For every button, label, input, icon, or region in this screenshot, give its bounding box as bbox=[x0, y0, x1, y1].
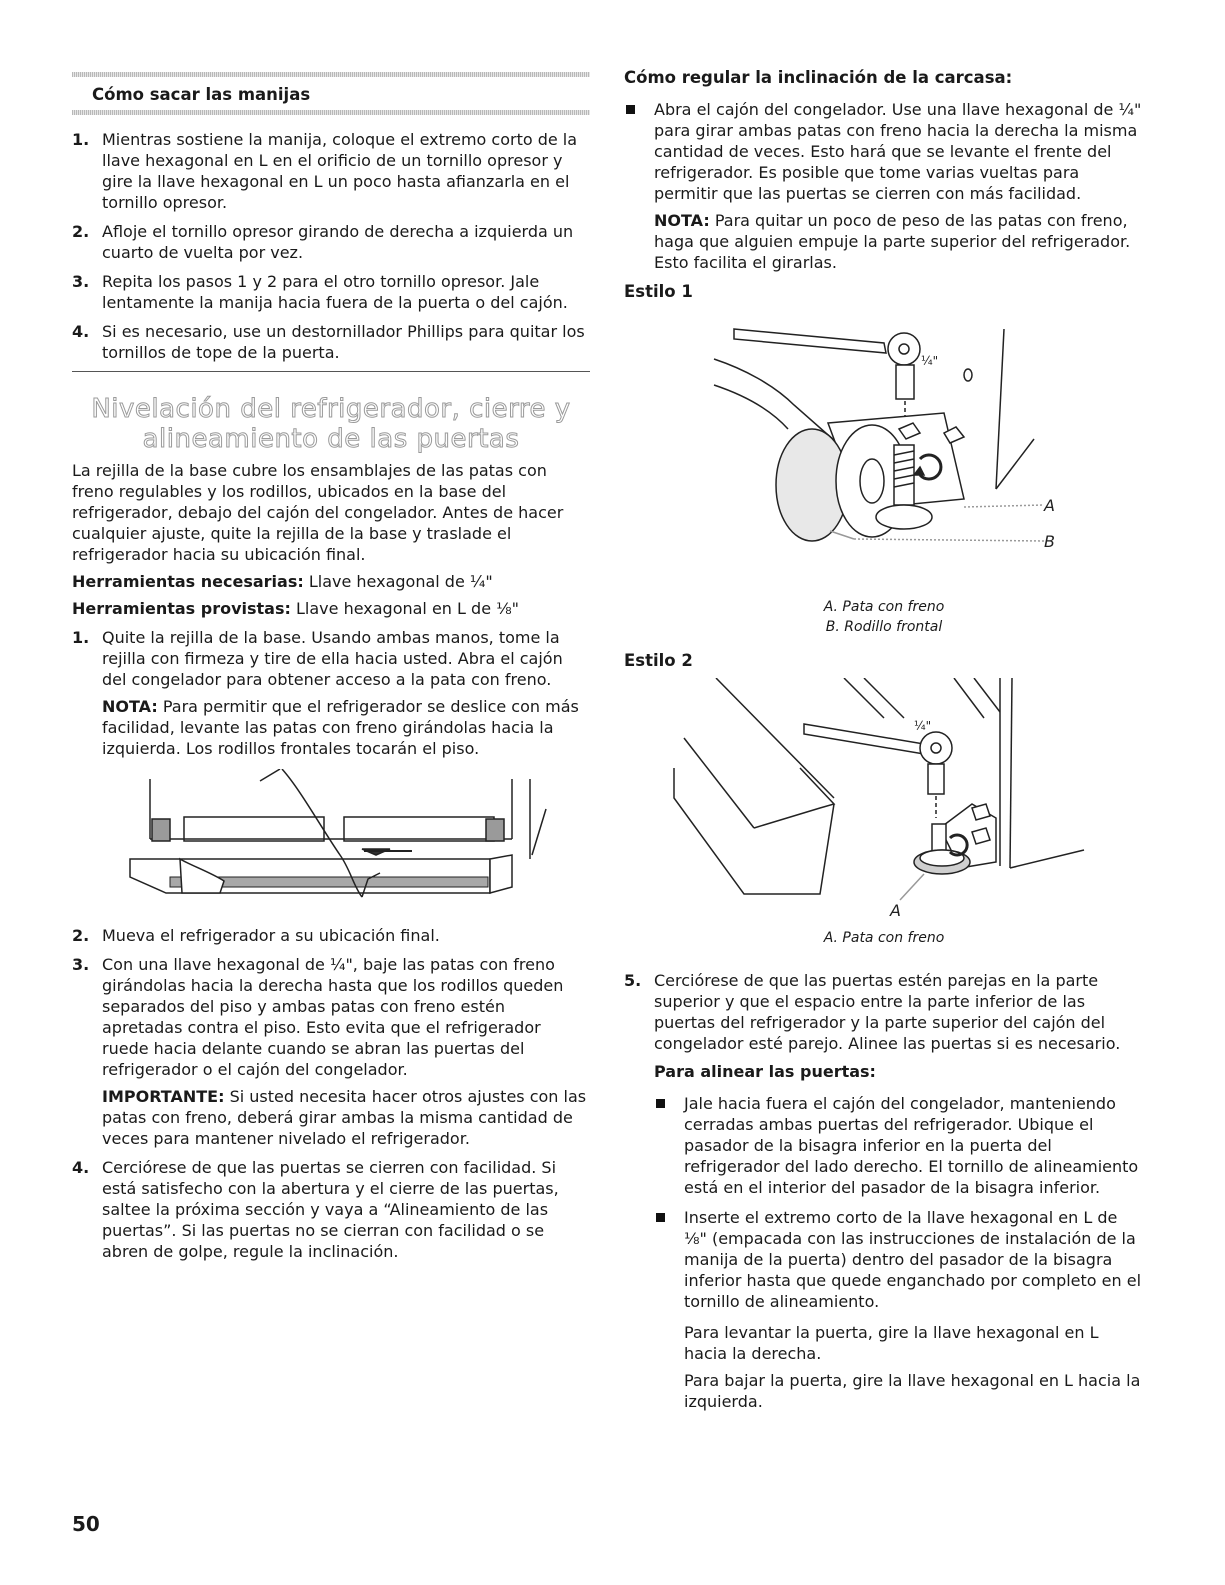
intro-paragraph: La rejilla de la base cubre los ensamblajes de las patas con freno regulables y los rodillos, ubicados en la base del refrigerador, debajo del cajón del congelador. Antes de hacer cualquier ajuste, quite la rejilla de la base y traslade el refrigerador hacia su ubicación final. bbox=[72, 461, 564, 564]
style1-label-a: A bbox=[1044, 496, 1055, 515]
dotted-rule bbox=[72, 110, 590, 115]
list-item: 3. Repita los pasos 1 y 2 para el otro tornillo opresor. Jale lentamente la manija hacia fuera de la puerta o del cajón. bbox=[72, 272, 568, 312]
heading-removing-handles: Cómo sacar las manijas bbox=[92, 85, 311, 104]
step5-list bbox=[624, 970, 1144, 1054]
page-number: 50 bbox=[72, 1512, 100, 1536]
style1-label-b: B bbox=[1044, 532, 1055, 551]
style1-label: Estilo 1 bbox=[624, 282, 693, 301]
bullet-square-icon bbox=[626, 105, 635, 114]
section-title-line2: alineamiento de las puertas bbox=[142, 424, 520, 454]
list-item: 3. Con una llave hexagonal de ¼", baje las patas con freno girándolas hacia la derecha hasta que los rodillos queden separados del piso y ambas patas con freno estén apretadas contra el piso. Esto evita que el refrigerador ruede hacia delante cuando se abran las puertas del refrigerador o el cajón del congelador. IMPORTANTE: Si usted necesita hacer otros ajustes con las patas con freno, deberá girar ambas la misma cantidad de veces para mantener nivelado el refrigerador. bbox=[72, 954, 590, 1149]
list-item: Abra el cajón del congelador. Use una llave hexagonal de ¼" para girar ambas patas con freno hacia la derecha la misma cantidad de veces. Esto hará que se levante el frente del refrigerador. Es posible que tome varias vueltas para permitir que las puertas se cierren con más facilidad. NOTA: Para quitar un poco de peso de las patas con freno, haga que alguien empuje la parte superior del refrigerador. Esto facilita el girarlas. bbox=[624, 99, 1144, 273]
style2-label-a: A bbox=[890, 901, 901, 920]
leveling-steps-list-continued bbox=[72, 925, 590, 1262]
align-heading: Para alinear las puertas: bbox=[654, 1062, 876, 1081]
divider bbox=[72, 371, 590, 372]
right-column bbox=[624, 0, 1144, 1421]
list-item: Inserte el extremo corto de la llave hexagonal en L de ⅛" (empacada con las instrucciones de instalación de la manija de la puerta) dentro del pasador de la bisagra inferior hasta que quede enganchado por completo en el tornillo de alineamiento. Para levantar la puerta, gire la llave hexagonal en L hacia la derecha. Para bajar la puerta, gire la llave hexagonal en L hacia la izquierda. bbox=[654, 1207, 1144, 1412]
step3-note: IMPORTANTE: Si usted necesita hacer otros ajustes con las patas con freno, deberá girar ambas la misma cantidad de veces para mantener nivelado el refrigerador. bbox=[102, 1087, 587, 1148]
tools-provided: Herramientas provistas: Llave hexagonal en L de ⅛" bbox=[72, 599, 519, 618]
list-item: 4. Cerciórese de que las puertas se cierren con facilidad. Si está satisfecho con la abertura y el cierre de las puertas, saltee la próxima sección y vaya a “Alineamiento de las puertas”. Si las puertas no se cierran con facilidad o se abren de golpe, regule la inclinación. bbox=[72, 1158, 559, 1261]
dotted-rule bbox=[72, 72, 590, 77]
list-item: 1. Mientras sostiene la manija, coloque el extremo corto de la llave hexagonal en L en el orificio de un tornillo opresor y gire la llave hexagonal en L un poco hasta afianzarla en el tornillo opresor. bbox=[72, 130, 578, 212]
tools-needed: Herramientas necesarias: Llave hexagonal de ¼" bbox=[72, 572, 493, 591]
style1-caption-a: A. Pata con freno bbox=[823, 599, 945, 615]
tilt-note: NOTA: Para quitar un poco de peso de las patas con freno, haga que alguien empuje la parte superior del refrigerador. Esto facilita el girarlas. bbox=[654, 211, 1131, 272]
list-item: 1. Quite la rejilla de la base. Usando ambas manos, tome la rejilla con firmeza y tire de ella hacia usted. Abra el cajón del congelador para obtener acceso a la pata con freno. NOTA: Para permitir que el refrigerador se deslice con más facilidad, levante las patas con freno girándolas hacia la izquierda. Los rodillos frontales tocarán el piso. bbox=[72, 627, 590, 759]
base-grille-illustration bbox=[72, 769, 590, 919]
list-item: 4. Si es necesario, use un destornillador Phillips para quitar los tornillos de tope de la puerta. bbox=[72, 322, 585, 362]
list-item: Jale hacia fuera el cajón del congelador, manteniendo cerradas ambas puertas del refrigerador. Ubique el pasador de la bisagra inferior en la puerta del refrigerador del lado derecho. El tornillo de alineamiento está en el interior del pasador de la bisagra inferior. bbox=[654, 1093, 1144, 1198]
align-bullets bbox=[654, 1093, 1144, 1412]
style2-caption-a: A. Pata con freno bbox=[823, 930, 945, 946]
list-item: 2. Mueva el refrigerador a su ubicación final. bbox=[72, 926, 440, 945]
section-title-line1: Nivelación del refrigerador, cierre y bbox=[91, 394, 571, 424]
style2-fraction-label: ¼" bbox=[914, 719, 932, 733]
style1-fraction-label: ¼" bbox=[921, 354, 939, 368]
raise-instruction: Para levantar la puerta, gire la llave hexagonal en L hacia la derecha. bbox=[684, 1323, 1099, 1363]
style2-illustration bbox=[624, 678, 1144, 926]
lower-instruction: Para bajar la puerta, gire la llave hexagonal en L hacia la izquierda. bbox=[684, 1371, 1141, 1411]
list-item: 2. Afloje el tornillo opresor girando de derecha a izquierda un cuarto de vuelta por vez. bbox=[72, 222, 574, 262]
style1-illustration bbox=[624, 309, 1144, 595]
section-title bbox=[72, 394, 590, 454]
bullet-square-icon bbox=[656, 1213, 665, 1222]
left-column bbox=[72, 0, 590, 1270]
heading-tilt: Cómo regular la inclinación de la carcasa: bbox=[624, 68, 1013, 87]
leveling-steps-list bbox=[72, 627, 590, 759]
step1-note: NOTA: Para permitir que el refrigerador se deslice con más facilidad, levante las patas con freno girándolas hacia la izquierda. Los rodillos frontales tocarán el piso. bbox=[102, 697, 579, 758]
handle-steps-list bbox=[72, 129, 590, 363]
style2-label: Estilo 2 bbox=[624, 651, 693, 670]
tilt-bullets bbox=[624, 99, 1144, 273]
list-item: 5. Cerciórese de que las puertas estén parejas en la parte superior y que el espacio entre la parte inferior de las puertas del refrigerador y la parte superior del cajón del congelador esté parejo. Alinee las puertas si es necesario. bbox=[624, 971, 1121, 1053]
style1-caption-b: B. Rodillo frontal bbox=[825, 619, 943, 635]
bullet-square-icon bbox=[656, 1099, 665, 1108]
